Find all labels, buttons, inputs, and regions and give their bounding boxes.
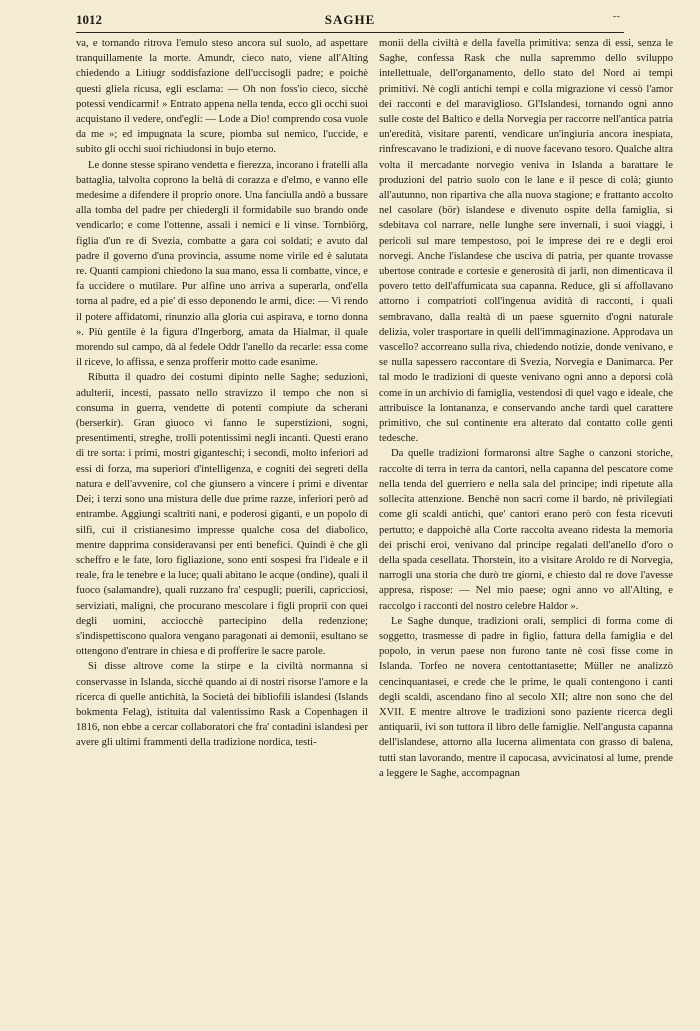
paragraph: Le donne stesse spirano vendetta e fierezza, incorano i fratelli alla battaglia, talvolta coprono la beltà di corazza e d'elmo, e vanno elle medesime a difendere il proprio onore. Una fanciulla andò a bussare alla tomba del padre per chiedergli il formidabile suo brando onde vendicarlo; e come l'ottenne, assalì i nemici e li vinse. Tornbiörg, figlia d'un re di Svezia, combatte a gara coi soldati; e avuto dal padre il governo d'una provincia, assume nome virile ed è salutata re. Quanti campioni chiedono la sua mano, essa li combatte, vince, e fa uccidere o mutilare. Pur alfine uno arriva a superarla, ond'ella torna al padre, ed a pie' di esso deponendo le armi, dice: — Vi rendo il potere affidatomi, rinunzio alla gloria cui aspirava, e torno donna ». Più gentile è la figura d'Ingerborg, amata da Hialmar, il quale morendo sul campo, dà al fedele Oddr l'anello da recarle: essa come il riceve, lo affissa, e senza profferir motto cade esanime. [76, 159, 368, 369]
left-text-column [76, 36, 368, 751]
page-number: 1012 [76, 12, 102, 27]
paragraph: Ributta il quadro dei costumi dipinto nelle Saghe; seduzioni, adulterii, incesti, passato nello stravizzo il tempo che non si consuma in guerra, vendette di potenti compiute da scherani (berserkir). Gran giuoco vi fanno le superstizioni, sogni, presentimenti, streghe, trolli potentissimi negli incanti. Questi erano di tre sorta: i primi, mostri giganteschi; i secondi, molto inferiori ad essi di forza, ma superiori d'intelligenza, e cogniti dei segreti della natura e dell'avvenire, col che giunsero a vincere i primi e diventar Dei; i terzi sono una mistura delle due prime razze, inferiori però ad entrambe. Aggiungi scaltriti nani, e poderosi giganti, e un popolo di silfi, cui il cristianesimo impresse qualche cosa del diabolico, mentre dapprima consideravansi per enti benefici. Quindi è che gli scheffro e le fate, loro figliazione, sono enti sospesi fra l'ideale e il reale, fra le tenebre e la luce; quali abitano le acque (ondine), quali il fuoco (salamandre), quali ruzzano fra' cespugli; puerili, capricciosi, serviziati, maligni, che procurano mescolare i figli proprii con quei degli uomini, acciocchè partecipino della redenzione; s'indispettiscono qualora vengano paragonati ai demonii, esultano se ottengono d'entrare in chiesa e di profferire le sacre parole. [76, 372, 368, 658]
paragraph: Si disse altrove come la stirpe e la civiltà normanna si conservasse in Islanda, sicchè quando ai dì nostri risorse l'amore e la ricerca di quelle antichità, la Società dei bibliofili islandesi (Islands bokmenta Felag), istituita dal valentissimo Rask a Copenhagen il 1816, non ebbe a cercar collaboratori che fra' contadini islandesi per avere gli ultimi frammenti della tradizione nordica, testi- [76, 661, 368, 749]
page-header [76, 6, 624, 33]
corner-mark: -- [612, 10, 620, 22]
paragraph: Le Saghe dunque, tradizioni orali, semplici di forma come di soggetto, trasmesse di padre in figlio, fattura della famiglia e del popolo, in verun paese non furono tante nè così fisse come in Islanda. Torfeo ne novera centottantasette; Müller ne analizzò cencinquantasei, e crede che le prime, le quali contengono i canti degli scaldi, ascendano fino al secolo XII; altre non sono che del XVII. E mentre altrove le tradizioni sono paziente ricerca degli antiquarii, ivi son tuttora il libro delle famiglie. Nell'angusta capanna dell'islandese, attorno alla lucerna alimentata con grasso di balena, tutti stan lavorando, mentre il capocasa, avvicinatosi al lume, prende a leggere le Saghe, accompagnan [379, 615, 673, 779]
running-title: SAGHE [324, 12, 376, 27]
right-text-column [379, 36, 673, 781]
paragraph: Da quelle tradizioni formaronsi altre Saghe o canzoni storiche, raccolte di terra in terra da cantori, nella capanna del pescatore come nella tenda del guerriero e nella sala del principe; indi ripetute alla sollecita attenzione. Benchè non sacri come il bardo, nè privilegiati come gli scaldi antichi, que' cantori erano però con festa ricevuti pertutto; e dappoichè alla Corte raccolta aveano ridesta la memoria dei prischi eroi, venivano dal principe regalati dell'anello d'oro o della spada cesellata. Thorstein, ito a visitare Aroldo re di Norvegia, narrogli una storia che durò tre giorni, e chiesto dal re dove l'avesse appresa, rispose: — Nel mio paese; ogni anno vo all'Alting, e raccolgo i racconti del nostro celebre Haldor ». [379, 448, 673, 612]
paragraph: monii della civiltà e della favella primitiva: senza di essi, senza le Saghe, confessa Rask che nulla sapremmo dello sviluppo intellettuale, dell'organamento, dello stato del Nord ai tempi primitivi. Nè cogli antichi tempi e colla migrazione vi cessò l'amor dei racconti e del maraviglioso. Gl'Islandesi, tornando ogni anno sulle coste del Baltico e della Norvegia per raccorre nell'antica patria un'eredità, visitare parenti, vendicare un'ingiuria ancora inespiata, rinfrescavano le tradizioni, e di nuove facevano tesoro. Qualche altra volta il mercadante norvegio veniva in Islanda a barattare le produzioni del patrio suolo con le lane e il pesce di colà; giunto all'autunno, non ripartiva che alla nuova stagione; e frattanto accolto nel casolare (bör) islandese e divenuto ospite della famiglia, si sdebitava col narrare, nelle lunghe sere invernali, i suoi viaggi, i pericoli sul mare tempestoso, poi le imprese dei re e degli eroi norvegi. Anche l'islandese che usciva di patria, per quante trovasse ubertose contrade e cortesie e generosità di jarli, non dimenticava il povero tetto dell'affumicata sua capanna. Reduce, gli si affollavano attorno i compatrioti coll'ingenua avidità di racconti, i quali sembravano, dalla realtà di un paese sguernito d'ogni naturale delizia, voler trasportare in quelli dell'immaginazione. Approdava un vascello? accorreano sulla riva, chiedendo notizie, donde venivano, e se nulla sapessero raccontare di Svezia, Norvegia e Danimarca. Per tal modo le tradizioni di queste venivano ogni anno a deporsi colà come in un archivio di famiglia, vestendosi di quel vago e ideale, che attribuisce la lontananza, e conservando anche tardi quel carattere primitivo, che sul continente era alterato dal contatto colle genti tedesche. [379, 38, 673, 445]
paragraph: va, e tornando ritrova l'emulo steso ancora sul suolo, ad aspettare tranquillamente la morte. Amundr, cieco nato, viene all'Alting chiedendo a Litiugr soddisfazione dell'uccisogli padre; e poichè questi gliela ricusa, egli esclama: — Oh non foss'io cieco, sicchè potessi vendicarmi! » Entrato appena nella tenda, ecco gli occhi suoi acquistano il vedere, ond'egli: — Lode a Dio! comprendo cosa vuole da me »; ed impugnata la scure, piomba sul nemico, l'uccide, e subito gli occhi suoi richiudonsi in bujo eterno. [76, 38, 368, 156]
